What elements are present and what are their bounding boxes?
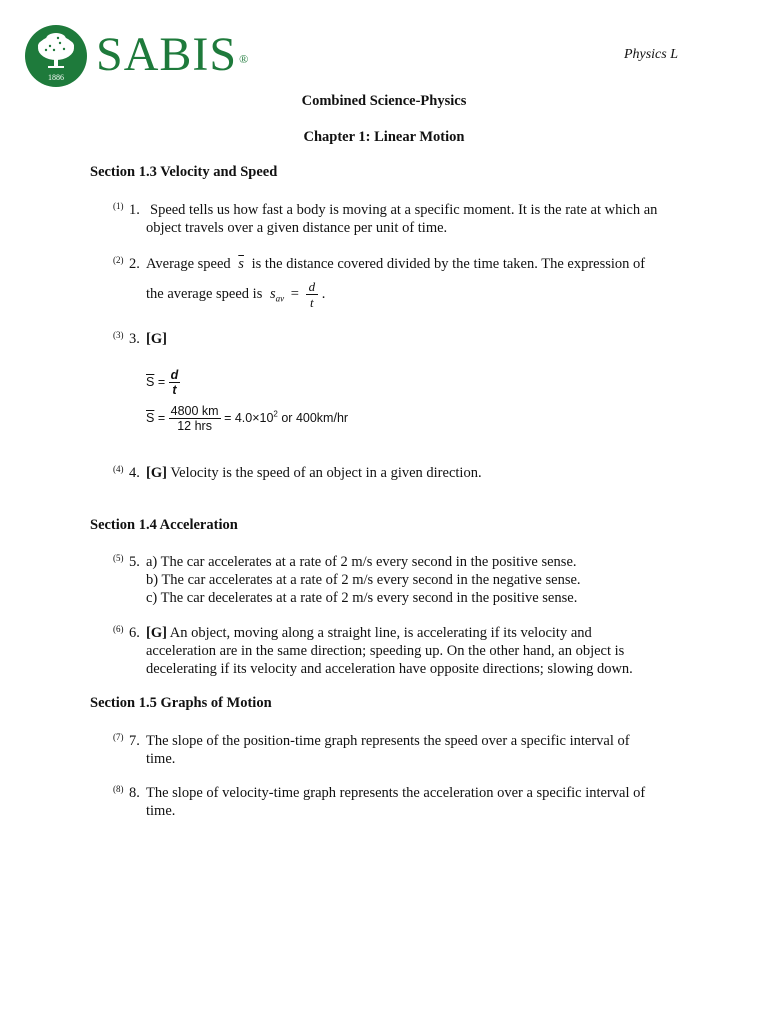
item-number: 2. [129, 256, 140, 272]
item-tag: [G] [146, 331, 167, 347]
list-item-5 [113, 553, 693, 607]
item-line: b) The car accelerates at a rate of 2 m/s every second in the negative sense. [146, 572, 581, 588]
item-line: [G] An object, moving along a straight line, is accelerating if its velocity and [146, 625, 592, 641]
item-line: c) The car decelerates at a rate of 2 m/s every second in the positive sense. [146, 590, 578, 606]
item-line: The slope of the position-time graph represents the speed over a specific interval of [146, 733, 630, 749]
item-line: The slope of velocity-time graph represents the acceleration over a specific interval of [146, 785, 646, 801]
footnote-marker: (5) [113, 553, 124, 563]
item-number: 4. [129, 465, 140, 481]
footnote-marker: (3) [113, 330, 124, 340]
list-item-6 [113, 624, 693, 678]
footnote-marker: (8) [113, 784, 124, 794]
list-item-4 [113, 464, 693, 482]
avg-speed-formula: $s_{av}$ = $\frac{d}{t}$ . [269, 279, 326, 310]
item-line: decelerating if its velocity and acceleration have opposite directions; slowing down. [146, 661, 633, 677]
list-item-8 [113, 784, 693, 820]
item-number: 7. [129, 733, 140, 749]
list-item-1 [113, 201, 693, 237]
item-line: time. [146, 803, 176, 819]
footnote-marker: (7) [113, 732, 124, 742]
logo-year: 1886 [48, 73, 64, 82]
list-item-7 [113, 732, 693, 768]
avg-speed-symbol: $\overline{s}$ [238, 256, 244, 272]
section-heading-1-4: Section 1.4 Acceleration [90, 517, 238, 533]
item-line: object travels over a given distance per unit of time. [146, 220, 448, 236]
footnote-marker: (2) [113, 255, 124, 265]
list-item-2 [113, 255, 693, 310]
item-line: time. [146, 751, 176, 767]
item-number: 1. [129, 202, 140, 218]
chapter-title: Chapter 1: Linear Motion [303, 129, 465, 145]
section-heading-1-5: Section 1.5 Graphs of Motion [90, 695, 272, 711]
footnote-marker: (1) [113, 201, 124, 211]
tree-emblem-icon [24, 24, 88, 88]
speed-calculation-formula: $\overline{S}$ = $\frac{d}{t}$ $\overline{S}$ = 4800 km 12 hrs = $4.0\times 10^2$ or 400km/hr [146, 368, 349, 433]
section-heading-1-3: Section 1.3 Velocity and Speed [90, 164, 278, 180]
course-label: Physics L [623, 47, 678, 62]
item-number: 5. [129, 554, 140, 570]
course-title: Combined Science-Physics [301, 93, 467, 109]
item-number: 6. [129, 625, 140, 641]
logo-wordmark: SABIS ® [96, 28, 250, 81]
item-line: Speed tells us how fast a body is moving at a specific moment. It is the rate at which an [150, 202, 658, 218]
item-line: the average speed is $s_{av}$ = $\frac{d}{t}$ . [146, 279, 326, 310]
item-line: [G] Velocity is the speed of an object in a given direction. [146, 465, 482, 481]
footnote-marker: (6) [113, 624, 124, 634]
item-number: 8. [129, 785, 140, 801]
sabis-logo [24, 24, 254, 90]
item-number: 3. [129, 331, 140, 347]
item-line: acceleration are in the same direction; speeding up. On the other hand, an object is [146, 643, 625, 659]
footnote-marker: (4) [113, 464, 124, 474]
item-line: a) The car accelerates at a rate of 2 m/s every second in the positive sense. [146, 554, 577, 570]
list-item-3 [113, 330, 693, 348]
item-line: Average speed $\overline{s}$ is the distance covered divided by the time taken. The expression of [146, 256, 646, 272]
